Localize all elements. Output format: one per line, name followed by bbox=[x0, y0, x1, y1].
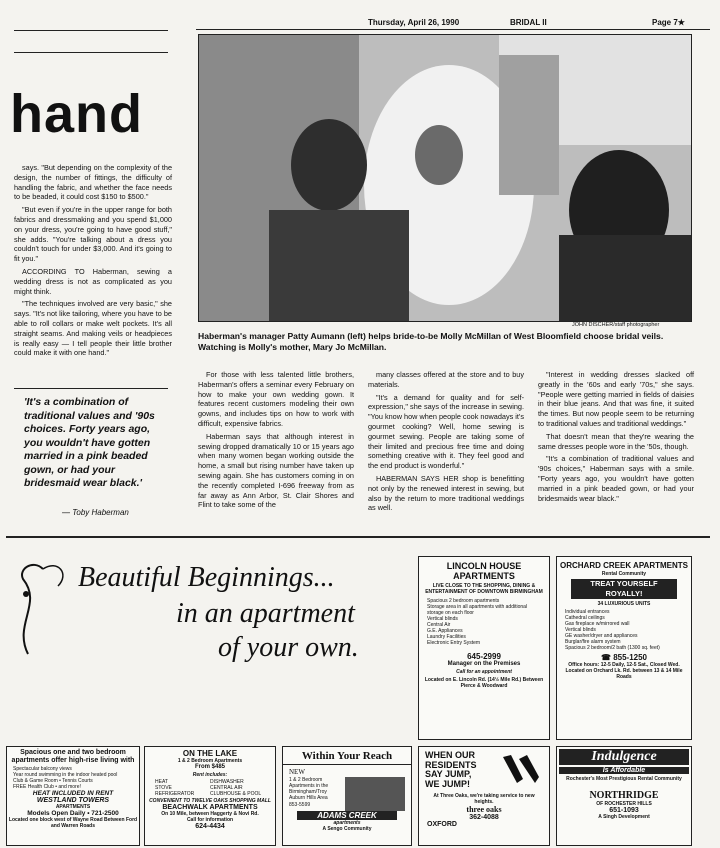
feature-item: Cathedral ceilings bbox=[565, 615, 605, 621]
photo-shapes bbox=[199, 35, 691, 321]
included-item: STOVE bbox=[155, 784, 172, 791]
feature-item: Burglar/fire alarm system bbox=[565, 639, 621, 645]
paragraph: "It's a demand for quality and for self-expression," she says of the increase in sewing. "You know how when people cook nowadays it's gourmet cooking? Well, home sewing is gourmet sewing. People are taking some of their limited and precious free time and doing something creative with it. They feel good and the end product is wonderful." bbox=[368, 392, 524, 471]
paragraph: HABERMAN SAYS HER shop is benefitting not only by the renewed interest in sewing, but also by the return to more traditional weddings as well. bbox=[368, 473, 524, 513]
paragraph: "The techniques involved are very basic," she says. "It's not like tailoring, where you have to be able to roll collars or make welt pockets. It's all straight seams. And making veils or headpieces is really easy — I tell people their little brother could make it with one hand." bbox=[14, 299, 172, 358]
ad-new: NEW bbox=[289, 768, 305, 776]
included-item: HEAT bbox=[155, 778, 168, 785]
ad-location: Located on E. Lincoln Rd. (14½ Mile Rd.) Between Pierce & Woodward bbox=[424, 676, 544, 689]
pullquote: 'It's a combination of traditional values and '90s choices. Forty years ago, you wouldn't have gotten married in a pink beaded gown, or had your bridesmaid wear black.' bbox=[24, 396, 155, 489]
ad-footer: A Singh Development bbox=[598, 814, 650, 820]
included-list bbox=[155, 779, 265, 797]
included-item: REFRIGERATOR bbox=[155, 790, 195, 797]
paragraph: ACCORDING TO Haberman, sewing a wedding dress is not as complicated as you might think. bbox=[14, 266, 172, 296]
feature-item: Spacious 2 bedroom apartments bbox=[427, 598, 500, 604]
feature-item: Storage area in all apartments with additional storage on each floor bbox=[427, 604, 528, 616]
three-oaks-ad bbox=[418, 746, 550, 846]
ad-title: LINCOLN HOUSE APARTMENTS bbox=[446, 561, 522, 581]
adams-creek-ad bbox=[282, 746, 412, 846]
left-rule-2 bbox=[14, 52, 168, 53]
feature-item: Spacious 2 bedroom/2 bath (1300 sq. feet) bbox=[565, 645, 660, 651]
brand-sub: APARTMENTS bbox=[55, 804, 91, 810]
ad-price: From $485 bbox=[194, 764, 225, 770]
brand-name: WESTLAND TOWERS bbox=[36, 797, 110, 804]
body-column-2 bbox=[368, 370, 524, 516]
ad-features bbox=[427, 598, 541, 646]
feature-item: Club & Game Room • Tennis Courts bbox=[13, 778, 93, 784]
feature-item: Vertical blinds bbox=[427, 616, 458, 622]
ad-phone-number: 855-1250 bbox=[613, 653, 647, 662]
paragraph: many classes offered at the store and to buy materials. bbox=[368, 370, 524, 389]
included-item: DISHWASHER bbox=[210, 778, 244, 785]
paragraph: Haberman says that although interest in sewing dropped dramatically 10 or 15 years ago when many women began working outside the home, a small but rising number have taken up sewing again. She has customers coming in on the recently completed I-696 freeway from as far away as Ann Arbor, St. Clair Shores and Flint to take some of the bbox=[198, 431, 354, 510]
page-number: Page 7★ bbox=[652, 18, 685, 27]
ad-city: OXFORD bbox=[427, 821, 457, 828]
ad-tagline: At Three Oaks, we're taking service to new heights. bbox=[433, 793, 535, 805]
ad-phone: 624-4434 bbox=[195, 822, 225, 830]
feature-item: Central Air bbox=[427, 622, 451, 628]
treat-banner: TREAT YOURSELF ROYALLY! bbox=[571, 579, 677, 599]
feature-item: G.E. Appliances bbox=[427, 628, 463, 634]
photo-caption: Haberman's manager Patty Aumann (left) helps bride-to-be Molly McMillan of West Bloomfield choose bridal veils. Watching is Molly's mother, Mary Jo McMillan. bbox=[198, 331, 664, 352]
headline-word: hand bbox=[10, 84, 143, 144]
ad-features bbox=[565, 609, 683, 651]
body-column-1 bbox=[198, 370, 354, 513]
pullquote-rule-top bbox=[14, 388, 168, 389]
section-name: BRIDAL II bbox=[510, 18, 547, 27]
ad-phone: 362-4088 bbox=[469, 814, 499, 821]
complex-sub: apartments bbox=[333, 820, 361, 826]
jumping-legs-icon bbox=[497, 753, 541, 793]
ad-directions: On 10 Mile, between Haggerty & Novi Rd. bbox=[161, 810, 259, 817]
complex-name: NORTHRIDGE bbox=[589, 790, 659, 801]
rent-includes: Rent includes: bbox=[192, 771, 228, 778]
orchard-creek-ad bbox=[556, 556, 692, 740]
ad-info: Call for information bbox=[186, 816, 234, 823]
ad-description: 1 & 2 Bedroom Apartments in the Birmingham/Troy Auburn Hills Area bbox=[289, 777, 329, 801]
pullquote-attribution: — Toby Haberman bbox=[62, 508, 129, 517]
building-image bbox=[345, 777, 405, 811]
feature-item: Electronic Entry System bbox=[427, 640, 481, 646]
photo-credit: JOHN DISCHER/staff photographer bbox=[572, 322, 660, 328]
paragraph: "Interest in wedding dresses slacked off greatly in the '60s and early '70s," she says. "People were getting married in fields of daisies in their blue jeans. And that was fine, it suited the times. But now people seem to be returning to traditional values and traditional weddings." bbox=[538, 370, 694, 428]
ad-phone: 651-1093 bbox=[609, 807, 639, 814]
westland-towers-ad bbox=[6, 746, 140, 846]
ad-subtitle: Rental Community bbox=[601, 571, 647, 577]
ad-phone: 853-5599 bbox=[289, 802, 311, 808]
ad-section-rule bbox=[6, 536, 710, 538]
feature-item: Individual entrances bbox=[565, 609, 610, 615]
paragraph: "It's a combination of traditional values and '90s choices," Haberman says with a smile. "Forty years ago, you wouldn't have gotten married in a pink beaded gown, or had your bridesmaids wear black." bbox=[538, 454, 694, 503]
ad-subtitle: LIVE CLOSE TO THE SHOPPING, DINING & ENTERTAINMENT OF DOWNTOWN BIRMINGHAM bbox=[425, 583, 543, 595]
apartments-banner bbox=[8, 548, 410, 666]
ad-title: Within Your Reach bbox=[283, 750, 411, 765]
feature-item: Year round swimming in the indoor heated pool bbox=[13, 772, 118, 778]
convenient-to: CONVENIENT TO TWELVE OAKS SHOPPING MALL bbox=[149, 797, 271, 804]
ad-title: ORCHARD CREEK APARTMENTS bbox=[560, 561, 688, 570]
ad-title: Spacious one and two bedroom apartments offer high-rise living with bbox=[11, 749, 135, 764]
feature-item: Spectacular balcony views bbox=[13, 766, 72, 772]
northridge-ad bbox=[556, 746, 692, 846]
ad-phone bbox=[557, 653, 691, 662]
ad-features bbox=[13, 766, 133, 790]
ad-subtitle: Is Affordable bbox=[559, 767, 689, 774]
bridal-photo bbox=[198, 34, 692, 322]
ad-manager: Manager on the Premises bbox=[447, 661, 521, 667]
feature-item: FREE Health Club • and more! bbox=[13, 784, 81, 790]
paragraph: says. "But depending on the complexity of the design, the number of fittings, the difficulty of handling the fabric, and whether the face needs to be beaded, it could cost $150 to $500." bbox=[14, 163, 172, 202]
feature-item: GE washer/dryer and appliances bbox=[565, 633, 638, 639]
heat-included: HEAT INCLUDED IN RENT bbox=[32, 790, 114, 797]
ad-phone: 645-2999 bbox=[467, 652, 501, 661]
ad-slogan: WHEN OUR RESIDENTS SAY JUMP, WE JUMP! bbox=[425, 750, 477, 789]
included-item: CENTRAL AIR bbox=[210, 784, 243, 791]
paragraph: That doesn't mean that they're wearing the same dresses people wore in the '50s, though. bbox=[538, 431, 694, 451]
paragraph: "But even if you're in the upper range for both fabrics and dressmaking and you spend $1,000 on your dress, you're going to have good stuff," she adds. "You're talking about a dress you couldn't touch for under $3,000. And it's going to fit you." bbox=[14, 205, 172, 264]
complex-sub: OF ROCHESTER HILLS bbox=[596, 801, 652, 807]
flourish-icon bbox=[8, 554, 78, 664]
lincoln-house-ad bbox=[418, 556, 550, 740]
models-open: Models Open Daily • 721-2500 bbox=[27, 810, 119, 817]
complex-name: ADAMS CREEK bbox=[297, 811, 397, 820]
beachwalk-ad bbox=[144, 746, 276, 846]
complex-name: BEACHWALK APARTMENTS bbox=[162, 803, 258, 811]
issue-date: Thursday, April 26, 1990 bbox=[368, 18, 460, 27]
feature-item: Laundry Facilities bbox=[427, 634, 466, 640]
banner-line-1: Beautiful Beginnings... bbox=[78, 562, 335, 593]
ad-title: ON THE LAKE bbox=[182, 749, 238, 758]
left-rule bbox=[14, 30, 168, 31]
banner-line-3: of your own. bbox=[218, 632, 359, 663]
phone-icon: ☎ bbox=[601, 653, 614, 662]
feature-item: Vertical blinds bbox=[565, 627, 596, 633]
ad-description: Rochester's Most Prestigious Rental Community bbox=[566, 776, 682, 782]
units-label: 34 LUXURIOUS UNITS bbox=[597, 601, 651, 607]
header-rule bbox=[196, 29, 710, 30]
ad-hours: Office hours: 12-5 Daily, 12-5 Sat., Closed Wed. bbox=[568, 662, 680, 668]
included-item: CLUBHOUSE & POOL bbox=[210, 790, 262, 797]
ad-footer: A Sengo Community bbox=[322, 826, 372, 832]
body-column-3 bbox=[538, 370, 694, 506]
paragraph: For those with less talented little brothers, Haberman's offers a seminar every February on how to make your own wedding gown. It features recent customers modeling their own gowns, and includes tips on how to work with difficult, expensive fabrics. bbox=[198, 370, 354, 428]
left-column bbox=[14, 163, 172, 361]
ad-title: Indulgence bbox=[559, 749, 689, 765]
ad-location: Located one block west of Wayne Road Between Ford and Warren Roads bbox=[8, 817, 138, 829]
feature-item: Gas fireplace w/mirrored wall bbox=[565, 621, 630, 627]
ad-subtitle: 1 & 2 Bedroom Apartments bbox=[177, 758, 243, 764]
ad-call: Call for an appointment bbox=[456, 668, 512, 675]
ad-location: Located on Orchard Lk. Rd. between 13 & 14 Mile Roads bbox=[565, 668, 683, 680]
banner-line-2: in an apartment bbox=[176, 598, 355, 629]
complex-name: three oaks bbox=[466, 805, 502, 814]
